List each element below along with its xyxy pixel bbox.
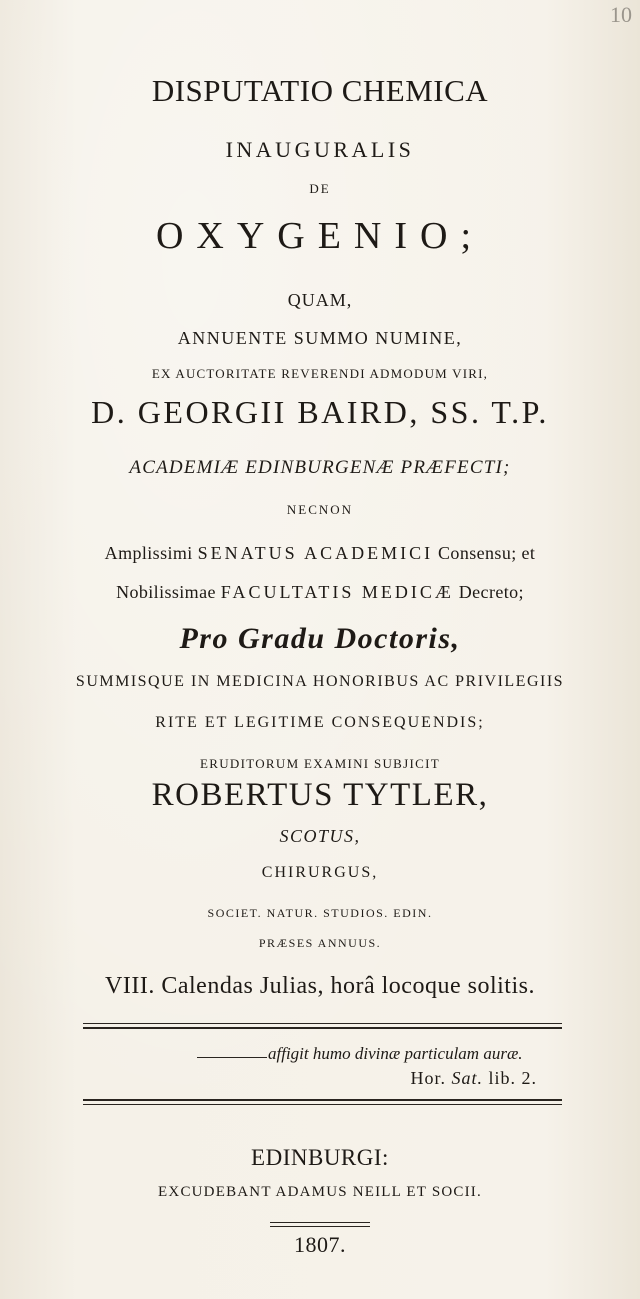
- imprint-year: 1807.: [294, 1232, 346, 1257]
- author-profession: CHIRURGUS,: [261, 864, 379, 881]
- rule-top-thick: [83, 1027, 562, 1029]
- de-line: DE: [309, 181, 331, 196]
- senatus-post: Consensu; et: [438, 543, 536, 563]
- pro-gradu-line: Pro Gradu Doctoris,: [179, 622, 461, 655]
- rule-imprint-1: [270, 1222, 370, 1223]
- summisque-line: SUMMISQUE IN MEDICINA HONORIBUS AC PRIVILEGIIS: [75, 673, 565, 690]
- quam-line: QUAM,: [287, 290, 353, 310]
- imprint-printer: EXCUDEBANT ADAMUS NEILL ET SOCII.: [158, 1184, 482, 1200]
- author-name: ROBERTUS TYTLER,: [151, 777, 489, 813]
- rule-imprint-2: [270, 1226, 370, 1227]
- facultatis-line: [0, 582, 640, 603]
- auctoritate-line: EX AUCTORITATE REVERENDI ADMODUM VIRI,: [151, 366, 489, 381]
- senatus-caps: SENATUS ACADEMICI: [197, 543, 434, 563]
- rule-top-thin: [83, 1023, 562, 1024]
- epigraph-dash: [197, 1057, 267, 1058]
- attribution-work: Sat.: [451, 1068, 483, 1088]
- attribution-author: Hor.: [410, 1068, 446, 1088]
- dissertation-subtitle: INAUGURALIS: [225, 137, 415, 162]
- imprint-city: EDINBURGI:: [251, 1145, 389, 1170]
- senatus-line: [0, 543, 640, 564]
- annuente-line: ANNUENTE SUMMO NUMINE,: [177, 328, 463, 348]
- society-line: SOCIET. NATUR. STUDIOS. EDIN.: [207, 906, 433, 920]
- author-nationality: SCOTUS,: [279, 826, 361, 846]
- necnon-line: NECNON: [286, 502, 354, 517]
- dissertation-title: DISPUTATIO CHEMICA: [151, 73, 489, 108]
- facultatis-post: Decreto;: [458, 582, 524, 602]
- senatus-pre: Amplissimi: [104, 543, 193, 563]
- praefectus-name: D. GEORGII BAIRD, SS. T.P.: [91, 394, 549, 430]
- facultatis-pre: Nobilissimae: [116, 582, 216, 602]
- rule-bottom-thick: [83, 1099, 562, 1101]
- subject-line: OXYGENIO;: [155, 215, 485, 257]
- praefectus-title: ACADEMIÆ EDINBURGENÆ PRÆFECTI;: [129, 457, 511, 478]
- epigraph-quote: affigit humo divinæ particulam auræ.: [268, 1044, 523, 1063]
- facultatis-caps: FACULTATIS MEDICÆ: [220, 582, 454, 602]
- epigraph-attribution: [410, 1068, 537, 1089]
- rule-bottom-thin: [83, 1104, 562, 1105]
- eruditorum-line: ERUDITORUM EXAMINI SUBJICIT: [200, 756, 440, 771]
- rite-line: RITE ET LEGITIME CONSEQUENDIS;: [155, 714, 485, 731]
- praeses-line: PRÆSES ANNUUS.: [258, 936, 382, 950]
- page-number: 10: [610, 2, 632, 27]
- date-line: VIII. Calendas Julias, horâ locoque solitis.: [105, 973, 535, 999]
- attribution-ref: lib. 2.: [488, 1068, 537, 1088]
